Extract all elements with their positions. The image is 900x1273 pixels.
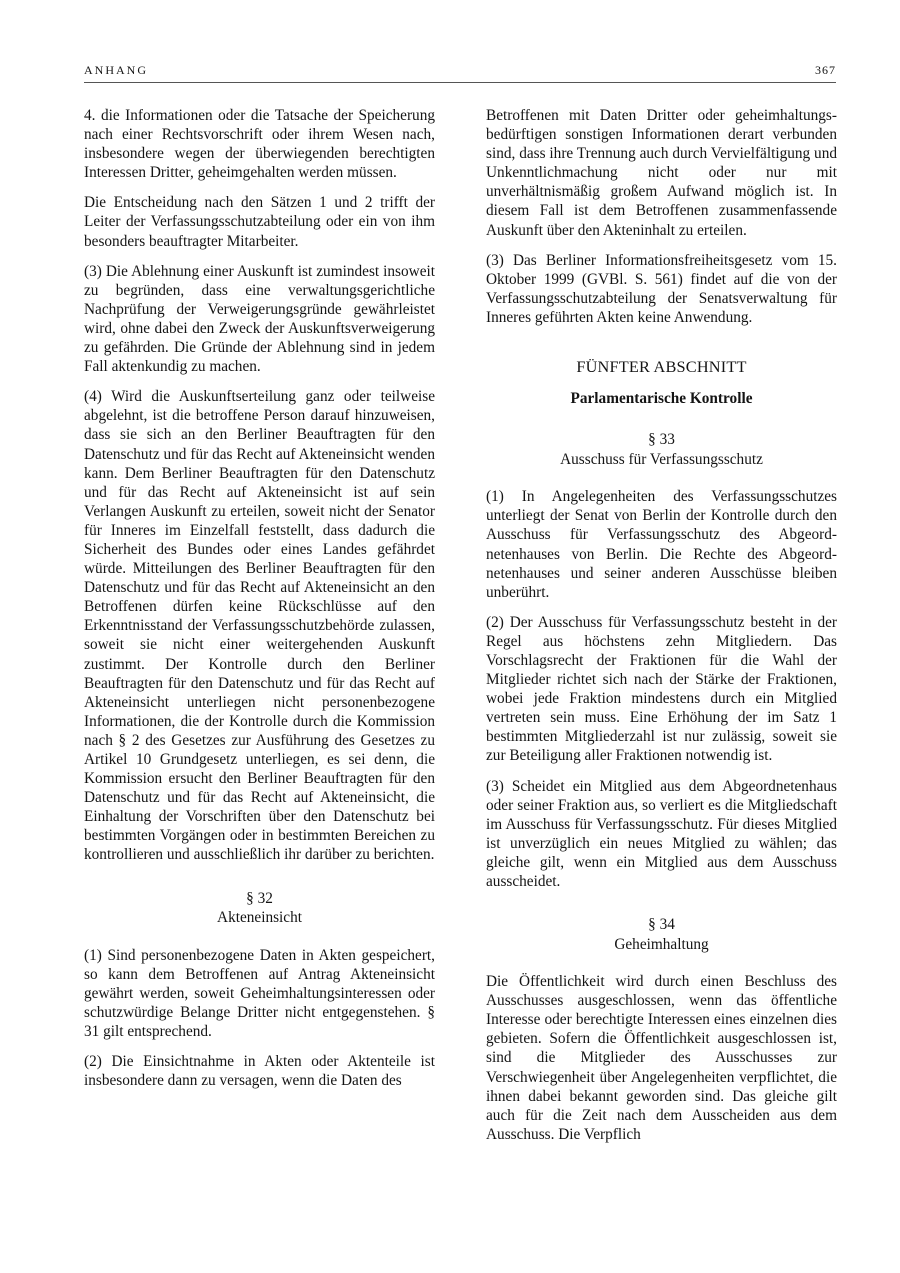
chapter-title: Parlamentarische Kontrolle <box>570 390 753 408</box>
section-number: § 32 <box>246 889 273 907</box>
paragraph: Die Entscheidung nach den Sätzen 1 und 2 trifft der Leiter der Verfassungsschutzabteilung oder ein von ihm besonders beauftragter Mitarbeiter. <box>84 194 435 250</box>
paragraph: Die Öffentlichkeit wird durch einen Beschluss des Ausschusses ausgeschlossen, wenn das öffentliche Interesse oder berechtigte Interessen eines einzelnen dies gebieten. Sofern die Öffentlichkeit ausgeschlossen ist, sind die Mitglieder des Ausschusses zur Verschwiegenheit über Angelegenheiten verpflichtet, die ihnen dabei bekannt geworden sind. Das gleiche gilt auch für die Zeit nach dem Ausscheiden aus dem Ausschuss. Die Verpflich <box>486 973 837 1143</box>
paragraph: (3) Das Berliner Informationsfreiheitsgesetz vom 15. Oktober 1999 (GVBl. S. 561) findet auf die von der Verfassungsschutzabteilung der Senatsverwaltung für Inneres geführten Akten keine Anwendung. <box>486 251 837 326</box>
section-title: Akteneinsicht <box>217 909 302 927</box>
section-heading-33 <box>486 430 837 469</box>
section-number: § 34 <box>648 916 675 934</box>
section-heading-32 <box>84 889 435 928</box>
section-number: § 33 <box>648 431 675 449</box>
left-column <box>84 106 435 1101</box>
section-title: Geheimhaltung <box>614 935 709 953</box>
page-number: 367 <box>815 63 836 77</box>
chapter-heading: FÜNFTER ABSCHNITT <box>576 357 747 377</box>
section-title: Ausschuss für Verfassungsschutz <box>560 450 763 468</box>
right-column <box>486 106 837 1155</box>
paragraph: (1) In Angelegenheiten des Verfassungsschutzes unterliegt der Senat von Berlin der Kontrolle durch den Ausschuss für Verfassungsschutz des Abgeordnetenhauses von Berlin. Die Rechte des Abgeordnetenhauses und seiner anderen Ausschüsse bleiben unberührt. <box>486 488 837 601</box>
paragraph: 4. die Informationen oder die Tatsache der Speicherung nach einer Rechtsvorschrift oder ihrem Wesen nach, insbesondere wegen der überwiegenden berechtigten Interessen Dritter, geheimgehalten werden müssen. <box>84 107 435 182</box>
paragraph: (3) Scheidet ein Mitglied aus dem Abgeordnetenhaus oder seiner Fraktion aus, so verliert es die Mitgliedschaft im Ausschuss für Verfassungsschutz. Für dieses Mitglied ist unverzüglich ein neues Mitglied zu wählen; das gleiche gilt, wenn ein Mitglied aus dem Ausschuss ausscheidet. <box>486 777 837 890</box>
paragraph: (3) Die Ablehnung einer Auskunft ist zumindest insoweit zu begründen, dass eine verwaltungsgerichtliche Nachprüfung der Verweigerungsgründe gewährleistet wird, ohne dabei den Zweck der Auskunftsverweigerung zu gefährden. Die Gründe der Ablehnung sind in jedem Fall aktenkundig zu machen. <box>84 262 435 376</box>
paragraph: (2) Die Einsichtnahme in Akten oder Aktenteile ist insbesondere dann zu versagen, wenn die Daten des <box>84 1053 435 1090</box>
paragraph: (2) Der Ausschuss für Verfassungsschutz besteht in der Regel aus höchstens zehn Mitgliedern. Das Vorschlagsrecht der Fraktionen für die Wahl der Mitglieder richtet sich nach der Stärke der Fraktionen, wobei jede Fraktion mindestens durch ein Mitglied vertreten sein muss. Eine Erhöhung der im Satz 1 bestimmten Mitgliederzahl ist nur zulässig, soweit sie zur Beteiligung aller Fraktionen notwendig ist. <box>486 613 837 765</box>
paragraph: (1) Sind personenbezogene Daten in Akten gespeichert, so kann dem Betroffenen auf Antrag Akteneinsicht gewährt werden, soweit Geheimhaltungsinteressen oder schutzwürdige Belange Dritter nicht entgegenstehen. § 31 gilt entsprechend. <box>84 946 435 1040</box>
paragraph: (4) Wird die Auskunftserteilung ganz oder teilweise abgelehnt, ist die betroffene Person darauf hinzuweisen, dass sie sich an den Berliner Beauftragten für den Datenschutz und für das Recht auf Akteneinsicht wenden kann. Dem Berliner Beauftragten für den Datenschutz und für das Recht auf Akteneinsicht ist auf sein Verlangen Auskunft zu erteilen, soweit nicht der Senator für Inneres im Einzelfall feststellt, dass dadurch die Sicherheit des Bundes oder eines Landes gefährdet würde. Mitteilungen des Berliner Beauftragten für den Datenschutz und für das Recht auf Akteneinsicht an den Betroffenen dürfen keine Rückschlüsse auf den Erkenntnisstand der Verfassungsschutzbehörde zulassen, soweit sie nicht einer weitergehenden Auskunft zustimmt. Der Kontrolle durch den Berliner Beauftragten für den Datenschutz und für das Recht auf Akteneinsicht unterliegen nicht personenbezogene Informationen, die der Kontrolle durch die Kommission nach § 2 des Gesetzes zur Ausführung des Gesetzes zu Artikel 10 Grundgesetz unterliegen, es sei denn, die Kommission ersucht den Berliner Beauftragten für den Datenschutz und für das Recht auf Akteneinsicht, die Einhaltung der Vorschriften über den Datenschutz bei bestimmten Vorgängen oder in bestimmten Bereichen zu kontrollieren und ausschließlich ihr darüber zu berichten. <box>84 388 435 864</box>
paragraph: Betroffenen mit Daten Dritter oder geheimhaltungsbedürftigen sonstigen Informationen derart verbunden sind, dass ihre Trennung auch durch Vervielfältigung und Unkenntlichmachung nicht oder nur mit unverhältnismäßig großem Aufwand möglich ist. In diesem Fall ist dem Betroffenen zusammenfassende Auskunft über den Akteninhalt zu erteilen. <box>486 107 837 239</box>
running-header <box>84 62 836 83</box>
header-section-title: ANHANG <box>84 63 148 77</box>
section-heading-34 <box>486 915 837 954</box>
